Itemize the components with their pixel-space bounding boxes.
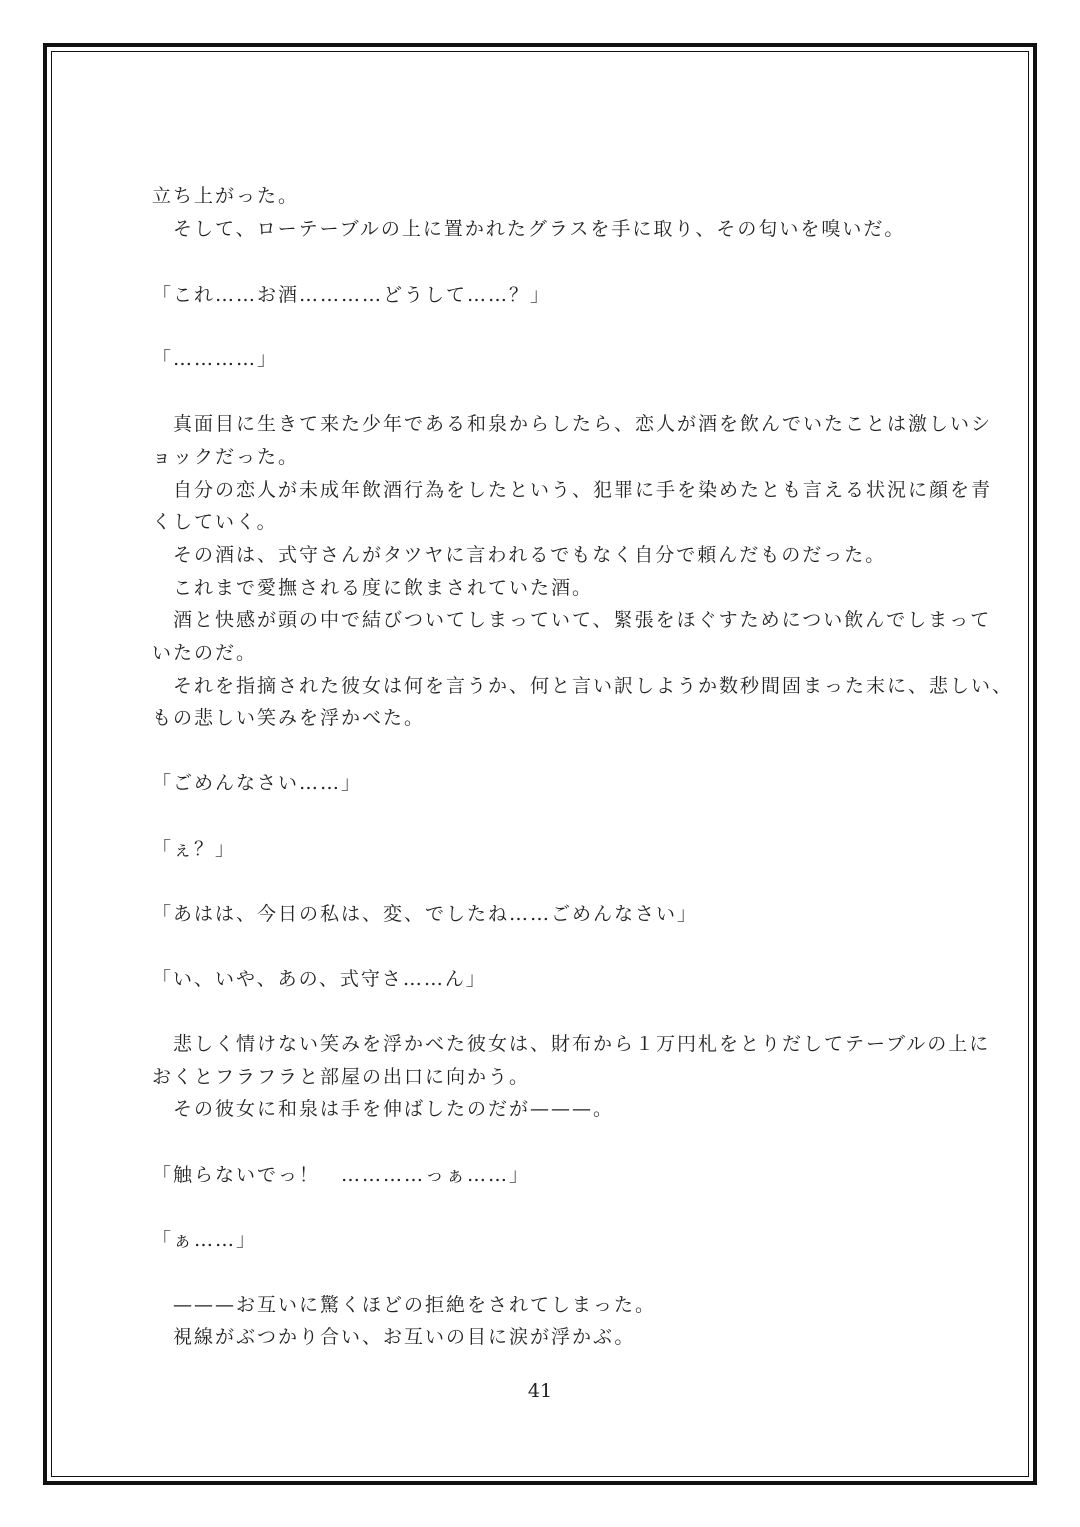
text-line: くしていく。 — [152, 511, 278, 533]
text-line: その彼女に和泉は手を伸ばしたのだが———。 — [152, 1098, 615, 1120]
text-line: 真面目に生きて来た少年である和泉からしたら、恋人が酒を飲んでいたことは激しいシ — [152, 413, 993, 435]
text-line: 悲しく情けない笑みを浮かべた彼女は、財布から１万円札をとりだしてテーブルの上に — [152, 1033, 991, 1055]
dialogue-line: 「これ……お酒…………どうして……？」 — [152, 284, 552, 306]
text-line: おくとフラフラと部屋の出口に向かう。 — [152, 1066, 531, 1088]
text-line: ———お互いに驚くほどの拒絶をされてしまった。 — [152, 1294, 657, 1316]
text-line: 酒と快感が頭の中で結びついてしまっていて、緊張をほぐすためについ飲んでしまって — [152, 609, 992, 631]
dialogue-line: 「い、いや、あの、式守さ……ん」 — [152, 968, 487, 990]
dialogue-line: 「触らないでっ！ …………っぁ……」 — [152, 1164, 531, 1186]
text-line: いたのだ。 — [152, 642, 258, 664]
dialogue-line: 「…………」 — [152, 348, 279, 370]
page-border-inner — [51, 51, 1029, 1477]
text-line: それを指摘された彼女は何を言うか、何と言い訳しようか数秒間固まった末に、悲しい、 — [152, 675, 1014, 697]
dialogue-line: 「あはは、今日の私は、変、でしたね……ごめんなさい」 — [152, 903, 699, 925]
text-line: そして、ローテーブルの上に置かれたグラスを手に取り、その匂いを嗅いだ。 — [152, 218, 906, 240]
text-line: もの悲しい笑みを浮かべた。 — [152, 707, 426, 729]
dialogue-line: 「ぁ……」 — [152, 1229, 258, 1251]
dialogue-line: 「ごめんなさい……」 — [152, 772, 363, 794]
text-line: 視線がぶつかり合い、お互いの目に涙が浮かぶ。 — [152, 1326, 636, 1348]
text-line: 自分の恋人が未成年飲酒行為をしたという、犯罪に手を染めたとも言える状況に顔を青 — [152, 479, 993, 501]
page-number: 41 — [527, 1380, 553, 1402]
text-line: その酒は、式守さんがタツヤに言われるでもなく自分で頼んだものだった。 — [152, 544, 887, 566]
text-line: 立ち上がった。 — [152, 185, 300, 207]
text-line: これまで愛撫される度に飲まされていた酒。 — [152, 577, 594, 599]
text-line: ョックだった。 — [152, 446, 300, 468]
dialogue-line: 「ぇ？」 — [152, 838, 237, 860]
